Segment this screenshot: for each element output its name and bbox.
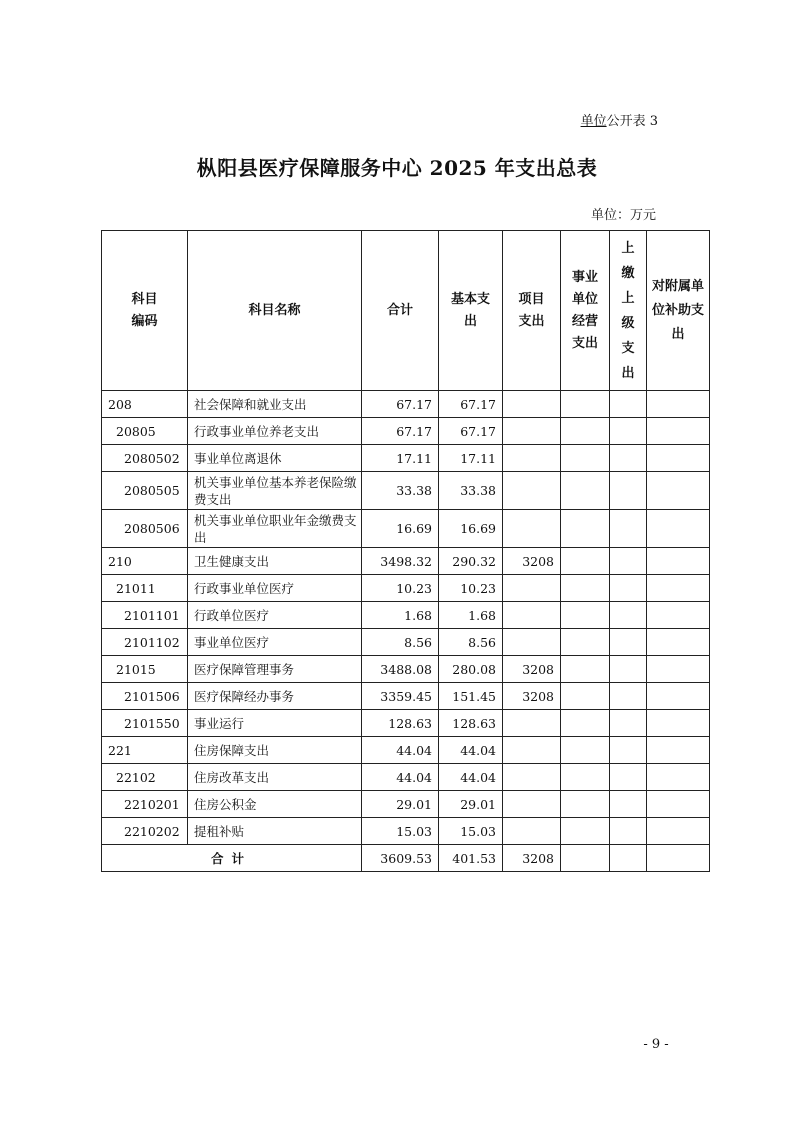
- upper-cell: [610, 737, 647, 764]
- subsidy-cell: [647, 602, 710, 629]
- header-upper: 上缴上级支出: [610, 231, 647, 391]
- doc-label: [540, 113, 658, 131]
- total-cell: 17.11: [362, 445, 439, 472]
- header-name: 科目名称: [188, 231, 362, 391]
- subject-code-cell: 2080505: [102, 472, 188, 510]
- total-cell: 44.04: [362, 764, 439, 791]
- table-row: [102, 737, 710, 764]
- project-cell: [503, 510, 561, 548]
- basic-cell: 17.11: [439, 445, 503, 472]
- subsidy-cell: [647, 391, 710, 418]
- subject-code-cell: 22102: [102, 764, 188, 791]
- subject-name-cell: 事业单位离退休: [188, 445, 362, 472]
- basic-cell: 128.63: [439, 710, 503, 737]
- header-total: 合计: [362, 231, 439, 391]
- table-row: [102, 818, 710, 845]
- business-cell: [561, 818, 610, 845]
- project-cell: [503, 818, 561, 845]
- subsidy-cell: [647, 764, 710, 791]
- basic-cell: 290.32: [439, 548, 503, 575]
- basic-cell: 33.38: [439, 472, 503, 510]
- subsidy-cell: [647, 710, 710, 737]
- total-cell: 1.68: [362, 602, 439, 629]
- upper-cell: [610, 445, 647, 472]
- project-cell: [503, 710, 561, 737]
- total-sum-cell: 3609.53: [362, 845, 439, 872]
- total-cell: 128.63: [362, 710, 439, 737]
- total-cell: 3359.45: [362, 683, 439, 710]
- upper-cell: [610, 764, 647, 791]
- project-cell: 3208: [503, 683, 561, 710]
- project-cell: [503, 764, 561, 791]
- upper-cell: [610, 575, 647, 602]
- header-row: [102, 231, 710, 391]
- total-basic-cell: 401.53: [439, 845, 503, 872]
- doc-label-rest: 公开表 3: [606, 114, 658, 129]
- subject-code-cell: 21015: [102, 656, 188, 683]
- header-basic: 基本支出: [439, 231, 503, 391]
- subject-code-cell: 2101550: [102, 710, 188, 737]
- subject-name-cell: 住房改革支出: [188, 764, 362, 791]
- business-cell: [561, 548, 610, 575]
- upper-cell: [610, 818, 647, 845]
- business-cell: [561, 683, 610, 710]
- subject-name-cell: 行政事业单位医疗: [188, 575, 362, 602]
- total-label-cell: 合计: [102, 845, 362, 872]
- basic-cell: 280.08: [439, 656, 503, 683]
- upper-cell: [610, 510, 647, 548]
- total-row: [102, 845, 710, 872]
- doc-label-unit: 单位: [580, 114, 607, 129]
- subsidy-cell: [647, 656, 710, 683]
- subject-code-cell: 2080502: [102, 445, 188, 472]
- total-cell: 33.38: [362, 472, 439, 510]
- basic-cell: 10.23: [439, 575, 503, 602]
- subsidy-cell: [647, 418, 710, 445]
- subject-code-cell: 208: [102, 391, 188, 418]
- total-cell: 3488.08: [362, 656, 439, 683]
- business-cell: [561, 391, 610, 418]
- subject-name-cell: 医疗保障管理事务: [188, 656, 362, 683]
- project-cell: [503, 575, 561, 602]
- project-cell: [503, 391, 561, 418]
- header-code: 科目编码: [102, 231, 188, 391]
- table-row: [102, 510, 710, 548]
- table-row: [102, 548, 710, 575]
- basic-cell: 8.56: [439, 629, 503, 656]
- header-subsidy: 对附属单位补助支出: [647, 231, 710, 391]
- subject-code-cell: 2101506: [102, 683, 188, 710]
- table-row: [102, 418, 710, 445]
- total-cell: 3498.32: [362, 548, 439, 575]
- upper-cell: [610, 791, 647, 818]
- total-cell: 10.23: [362, 575, 439, 602]
- subsidy-cell: [647, 548, 710, 575]
- header-business: 事业单位经营支出: [561, 231, 610, 391]
- upper-cell: [610, 710, 647, 737]
- subsidy-cell: [647, 683, 710, 710]
- basic-cell: 67.17: [439, 418, 503, 445]
- basic-cell: 1.68: [439, 602, 503, 629]
- upper-cell: [610, 472, 647, 510]
- header-project: 项目支出: [503, 231, 561, 391]
- business-cell: [561, 629, 610, 656]
- total-cell: 15.03: [362, 818, 439, 845]
- upper-cell: [610, 418, 647, 445]
- total-cell: 44.04: [362, 737, 439, 764]
- page-title: 枞阳县医疗保障服务中心 2025 年支出总表: [196, 156, 598, 180]
- subject-name-cell: 社会保障和就业支出: [188, 391, 362, 418]
- table-row: [102, 602, 710, 629]
- business-cell: [561, 656, 610, 683]
- subject-code-cell: 2101102: [102, 629, 188, 656]
- subject-name-cell: 住房保障支出: [188, 737, 362, 764]
- table-row: [102, 472, 710, 510]
- project-cell: [503, 602, 561, 629]
- project-cell: [503, 445, 561, 472]
- subject-code-cell: 21011: [102, 575, 188, 602]
- project-cell: [503, 737, 561, 764]
- expenditure-table: [101, 230, 710, 872]
- business-cell: [561, 602, 610, 629]
- business-cell: [561, 791, 610, 818]
- subject-code-cell: 2080506: [102, 510, 188, 548]
- table-row: [102, 791, 710, 818]
- total-cell: 16.69: [362, 510, 439, 548]
- project-cell: [503, 472, 561, 510]
- basic-cell: 16.69: [439, 510, 503, 548]
- subject-code-cell: 2210202: [102, 818, 188, 845]
- table-row: [102, 710, 710, 737]
- total-project-cell: 3208: [503, 845, 561, 872]
- table-row: [102, 764, 710, 791]
- table-row: [102, 656, 710, 683]
- project-cell: [503, 791, 561, 818]
- subject-code-cell: 221: [102, 737, 188, 764]
- business-cell: [561, 710, 610, 737]
- project-cell: 3208: [503, 656, 561, 683]
- table-row: [102, 575, 710, 602]
- basic-cell: 29.01: [439, 791, 503, 818]
- subject-name-cell: 行政事业单位养老支出: [188, 418, 362, 445]
- upper-cell: [610, 656, 647, 683]
- subsidy-cell: [647, 510, 710, 548]
- total-cell: 67.17: [362, 418, 439, 445]
- subsidy-cell: [647, 472, 710, 510]
- basic-cell: 67.17: [439, 391, 503, 418]
- project-cell: [503, 629, 561, 656]
- subsidy-cell: [647, 575, 710, 602]
- subject-code-cell: 2210201: [102, 791, 188, 818]
- subsidy-cell: [647, 737, 710, 764]
- table-row: [102, 683, 710, 710]
- project-cell: [503, 418, 561, 445]
- total-cell: 29.01: [362, 791, 439, 818]
- upper-cell: [610, 548, 647, 575]
- subsidy-cell: [647, 818, 710, 845]
- business-cell: [561, 472, 610, 510]
- upper-cell: [610, 629, 647, 656]
- total-business-cell: [561, 845, 610, 872]
- business-cell: [561, 764, 610, 791]
- business-cell: [561, 510, 610, 548]
- total-cell: 67.17: [362, 391, 439, 418]
- subject-code-cell: 2101101: [102, 602, 188, 629]
- subject-code-cell: 210: [102, 548, 188, 575]
- subject-name-cell: 事业运行: [188, 710, 362, 737]
- business-cell: [561, 737, 610, 764]
- total-subsidy-cell: [647, 845, 710, 872]
- subsidy-cell: [647, 445, 710, 472]
- table-row: [102, 391, 710, 418]
- upper-cell: [610, 602, 647, 629]
- table-row: [102, 445, 710, 472]
- business-cell: [561, 445, 610, 472]
- business-cell: [561, 418, 610, 445]
- page-number: - 9 -: [643, 1037, 669, 1052]
- subject-name-cell: 住房公积金: [188, 791, 362, 818]
- basic-cell: 44.04: [439, 764, 503, 791]
- basic-cell: 44.04: [439, 737, 503, 764]
- total-cell: 8.56: [362, 629, 439, 656]
- subject-code-cell: 20805: [102, 418, 188, 445]
- subject-name-cell: 提租补贴: [188, 818, 362, 845]
- subject-name-cell: 事业单位医疗: [188, 629, 362, 656]
- basic-cell: 151.45: [439, 683, 503, 710]
- subject-name-cell: 机关事业单位职业年金缴费支出: [188, 510, 362, 548]
- unit-label: 单位：万元: [590, 208, 656, 223]
- upper-cell: [610, 391, 647, 418]
- project-cell: 3208: [503, 548, 561, 575]
- table-row: [102, 629, 710, 656]
- subject-name-cell: 机关事业单位基本养老保险缴费支出: [188, 472, 362, 510]
- subject-name-cell: 医疗保障经办事务: [188, 683, 362, 710]
- subject-name-cell: 行政单位医疗: [188, 602, 362, 629]
- subsidy-cell: [647, 791, 710, 818]
- subsidy-cell: [647, 629, 710, 656]
- upper-cell: [610, 683, 647, 710]
- total-upper-cell: [610, 845, 647, 872]
- basic-cell: 15.03: [439, 818, 503, 845]
- subject-name-cell: 卫生健康支出: [188, 548, 362, 575]
- business-cell: [561, 575, 610, 602]
